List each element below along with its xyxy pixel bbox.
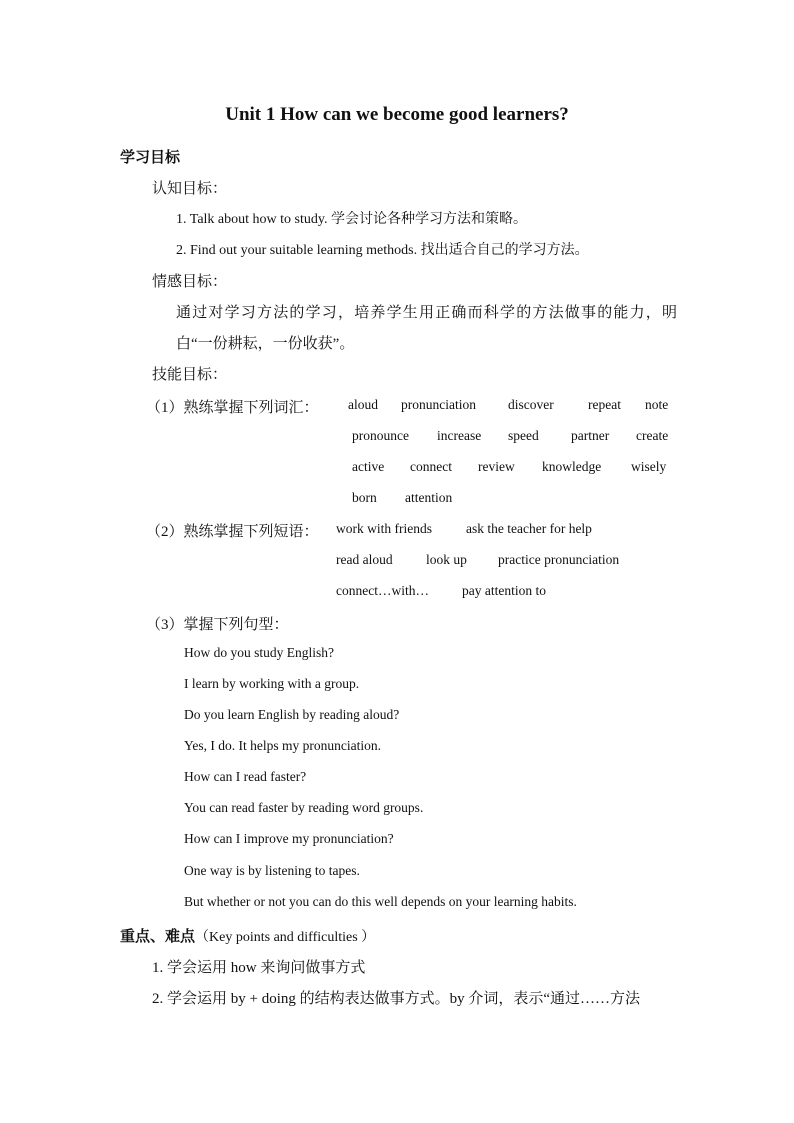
phrase: read aloud — [336, 552, 393, 567]
phrase: work with friends — [336, 521, 432, 536]
vocab-word: aloud — [348, 397, 378, 412]
phrase: pay attention to — [462, 583, 546, 598]
vocab-word: knowledge — [542, 459, 602, 474]
vocab-word: create — [636, 428, 669, 443]
cognitive-item-2: 2. Find out your suitable learning methods. 找出适合自己的学习方法。 — [176, 243, 589, 258]
keypoints-heading-line — [120, 925, 375, 946]
emotional-label: 情感目标： — [152, 274, 228, 290]
keypoint-item-1: 1. 学会运用 how 来询问做事方式 — [152, 960, 366, 976]
sentence: One way is by listening to tapes. — [184, 863, 360, 878]
vocab-word: review — [478, 459, 515, 474]
phrase: connect…with… — [336, 583, 429, 598]
keypoint-item-2: 2. 学会运用 by + doing 的结构表达做事方式。by 介词，表示“通过……方法 — [152, 991, 641, 1007]
vocab-word: note — [645, 397, 669, 412]
sentence: I learn by working with a group. — [184, 676, 360, 691]
document-title: Unit 1 How can we become good learners? — [225, 104, 569, 125]
vocab-word: repeat — [588, 397, 621, 412]
phrase: look up — [426, 552, 467, 567]
sentence: How can I read faster? — [184, 769, 307, 784]
sentence: You can read faster by reading word groups. — [184, 800, 424, 815]
phrase: ask the teacher for help — [466, 521, 592, 536]
phrase: practice pronunciation — [498, 552, 620, 567]
objectives-heading: 学习目标 — [120, 150, 181, 166]
cognitive-label: 认知目标： — [152, 181, 228, 197]
vocab-word: wisely — [631, 459, 667, 474]
vocab-word: connect — [410, 459, 452, 474]
sentence: How do you study English? — [184, 645, 334, 660]
vocab-word: attention — [405, 490, 453, 505]
sentence: Do you learn English by reading aloud? — [184, 707, 400, 722]
sentence: But whether or not you can do this well depends on your learning habits. — [184, 894, 577, 909]
sentences-label: （3）掌握下列句型： — [146, 617, 289, 633]
vocab-word: increase — [437, 428, 482, 443]
vocab-word: speed — [508, 428, 539, 443]
vocab-word: born — [352, 490, 377, 505]
vocab-label: （1）熟练掌握下列词汇： — [146, 400, 319, 416]
cognitive-item-1: 1. Talk about how to study. 学会讨论各种学习方法和策略。 — [176, 212, 527, 227]
sentence: How can I improve my pronunciation? — [184, 831, 394, 846]
emotional-line-1: 通过对学习方法的学习，培养学生用正确而科学的方法做事的能力，明 — [176, 305, 679, 321]
vocab-word: pronunciation — [401, 397, 476, 412]
phrases-label: （2）熟练掌握下列短语： — [146, 524, 319, 540]
keypoints-heading-en: （Key points and difficulties ） — [195, 930, 376, 945]
emotional-line-2: 白“一份耕耘，一份收获”。 — [176, 336, 355, 352]
vocab-word: pronounce — [352, 428, 409, 443]
keypoints-heading: 重点、难点 — [120, 929, 196, 945]
vocab-word: active — [352, 459, 385, 474]
sentence: Yes, I do. It helps my pronunciation. — [184, 738, 381, 753]
vocab-word: discover — [508, 397, 554, 412]
vocab-word: partner — [571, 428, 610, 443]
skills-label: 技能目标： — [152, 367, 228, 383]
